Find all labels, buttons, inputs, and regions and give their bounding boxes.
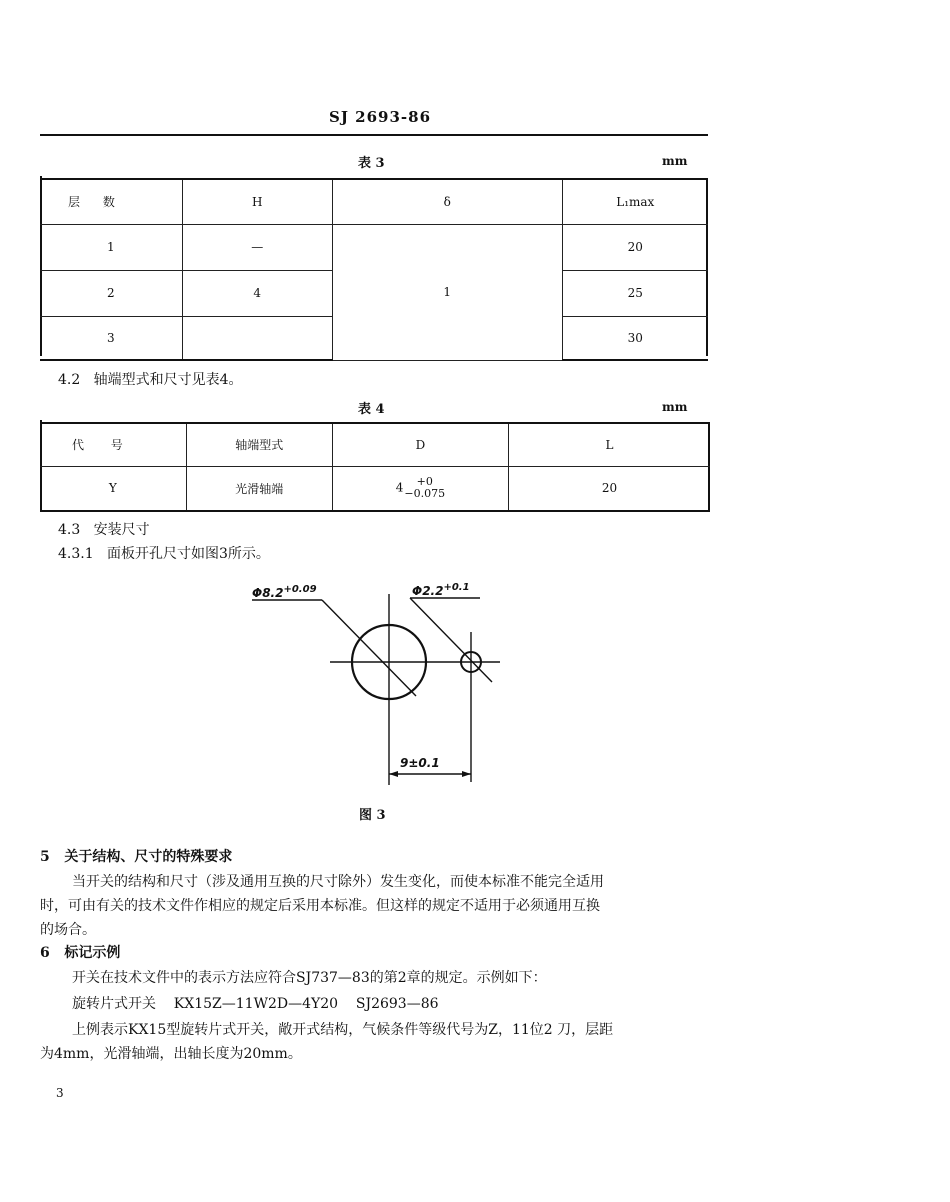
section-4-3: 4.3 安装尺寸 — [58, 522, 150, 538]
section6-line1: 开关在技术文件中的表示方法应符合SJ737—83的第2章的规定。示例如下： — [72, 970, 547, 986]
table4-d-tolerance — [404, 476, 445, 500]
document-code: SJ 2693-86 — [329, 108, 431, 126]
table4-code-cell: Y — [40, 466, 186, 511]
table4-d-base: 4 — [395, 480, 404, 495]
table4-d-upper: +0 — [416, 475, 433, 489]
section5-heading: 5 关于结构、尺寸的特殊要求 — [40, 849, 233, 865]
table4-title: 表 4 — [358, 402, 385, 417]
table-row — [40, 466, 710, 511]
figure3-drawing — [0, 570, 950, 820]
table3-header-layers: 层 数 — [40, 179, 182, 224]
table3-unit: mm — [662, 154, 688, 168]
small-hole-diameter: Φ2.2 — [412, 584, 444, 598]
section5-line2: 时，可由有关的技术文件作相应的规定后采用本标准。但这样的规定不适用于必须通用互换 — [40, 898, 600, 914]
large-hole-diameter: Φ8.2 — [252, 586, 284, 600]
table4-header-type: 轴端型式 — [186, 423, 332, 466]
table4-type-cell: 光滑轴端 — [186, 466, 332, 511]
table3-cell: 4 — [182, 270, 332, 316]
table3-cell: 1 — [40, 224, 182, 270]
section6-heading: 6 标记示例 — [40, 945, 121, 961]
section6-line3: 上例表示KX15型旋转片式开关，敞开式结构，气候条件等级代号为Z，11位2 刀，层距 — [72, 1022, 614, 1038]
table3-title: 表 3 — [358, 156, 385, 171]
spacing-label: 9±0.1 — [400, 756, 440, 770]
table4 — [40, 422, 710, 512]
table3-header-l1max: L₁max — [562, 179, 708, 224]
small-hole-tolerance: +0.1 — [443, 582, 470, 593]
table4-header-l: L — [509, 423, 710, 466]
section5-line3: 的场合。 — [40, 922, 96, 938]
table3-header-delta: δ — [332, 179, 562, 224]
table4-l-cell: 20 — [509, 466, 710, 511]
table3-header-h: H — [182, 179, 332, 224]
table4-header-code: 代 号 — [40, 423, 186, 466]
table3-cell: 20 — [562, 224, 708, 270]
table3-cell: 30 — [562, 316, 708, 360]
table-row — [40, 224, 708, 270]
table4-d-lower: −0.075 — [404, 487, 446, 501]
section-4-3-1: 4.3.1 面板开孔尺寸如图3所示。 — [58, 546, 270, 562]
large-hole-leader — [322, 600, 416, 696]
header-rule — [40, 134, 708, 136]
large-hole-label — [252, 584, 317, 600]
table3 — [40, 178, 708, 361]
table4-unit: mm — [662, 400, 688, 414]
large-hole-tolerance: +0.09 — [283, 584, 317, 595]
table3-cell: 3 — [40, 316, 182, 360]
section6-line2: 旋转片式开关 KX15Z—11W2D—4Y20 SJ2693—86 — [72, 996, 439, 1012]
section-4-2: 4.2 轴端型式和尺寸见表4。 — [58, 372, 243, 388]
table4-d-cell — [332, 466, 508, 511]
figure3-caption: 图 3 — [359, 808, 386, 823]
table3-cell: — — [182, 224, 332, 270]
spacing-arrow-left — [389, 771, 398, 777]
section6-line4: 为4mm，光滑轴端，出轴长度为20mm。 — [40, 1046, 302, 1062]
table4-header-d: D — [332, 423, 508, 466]
table3-cell: 2 — [40, 270, 182, 316]
spacing-arrow-right — [462, 771, 471, 777]
page-number: 3 — [56, 1086, 64, 1100]
small-hole-leader — [410, 598, 492, 682]
table3-cell: 25 — [562, 270, 708, 316]
section5-line1: 当开关的结构和尺寸（涉及通用互换的尺寸除外）发生变化，而使本标准不能完全适用 — [72, 874, 604, 890]
small-hole-label — [412, 582, 470, 598]
table3-delta-value: 1 — [332, 224, 562, 360]
table3-cell — [182, 316, 332, 360]
